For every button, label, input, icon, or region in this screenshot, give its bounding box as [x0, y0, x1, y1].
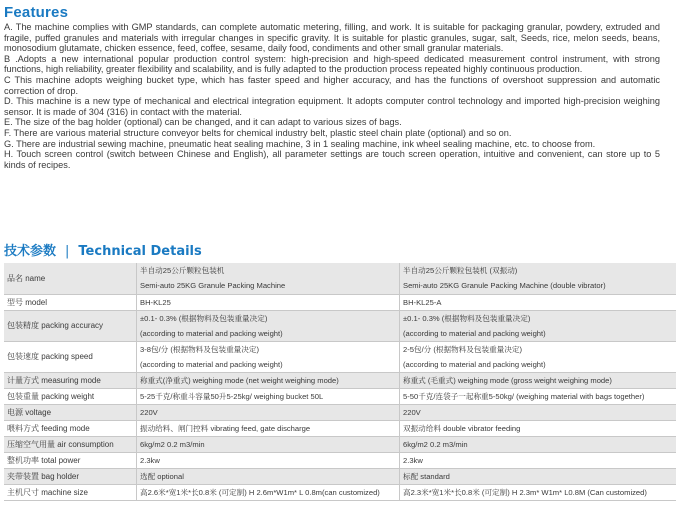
row-label: 压缩空气用量 air consumption [4, 436, 137, 452]
model-2-cell: 标配 standard [400, 468, 677, 484]
model-2-cell: 5-50千克/连袋子一起称重5-50kg/ (weighing material with bags together) [400, 388, 677, 404]
model-1-cell: 220V [137, 404, 400, 420]
technical-title-en: Technical Details [78, 244, 202, 259]
spec-table [4, 263, 676, 501]
feature-item: A. The machine complies with GMP standards, can complete automatic metering, filling, and work. It is suitable for packaging granular, powdery, extruded and fragile, puffed granules and materials with irregular changes in specific gravity. It is suitable for plastic granules, sugar, salt, Seeds, rice, melon seeds, beans, monosodium glutamate, chicken essence, feed, coffee, sesame, daily food, condiments and other small granular materials. [4, 22, 660, 54]
technical-details-heading [4, 240, 202, 259]
row-label: 包装速度 packing speed [4, 341, 137, 372]
model-1-cell: 3-8包/分 (根据物料及包装重量决定) (according to material and packing weight) [137, 341, 400, 372]
table-row [4, 310, 676, 341]
row-label: 计量方式 measuring mode [4, 372, 137, 388]
feature-item: E. The size of the bag holder (optional) can be changed, and it can adapt to various sizes of bags. [4, 117, 402, 128]
feature-item: F. There are various material structure conveyor belts for chemical industry belt, plastic steel chain plate (optional) and so on. [4, 127, 512, 138]
table-row [4, 420, 676, 436]
table-row [4, 452, 676, 468]
features-list [4, 22, 660, 170]
title-separator: | [65, 244, 70, 259]
model-1-cell: 半自动25公斤颗粒包装机 Semi-auto 25KG Granule Packing Machine [137, 263, 400, 294]
model-1-cell: ±0.1- 0.3% (根据物料及包装重量决定) (according to material and packing weight) [137, 310, 400, 341]
model-1-cell: BH-KL25 [137, 294, 400, 310]
table-row [4, 372, 676, 388]
model-1-cell: 6kg/m2 0.2 m3/min [137, 436, 400, 452]
model-2-cell: 220V [400, 404, 677, 420]
model-2-cell: 称重式 (毛重式) weighing mode (gross weight weighing mode) [400, 372, 677, 388]
model-1-cell: 称重式(净重式) weighing mode (net weight weighing mode) [137, 372, 400, 388]
row-label: 型号 model [4, 294, 137, 310]
model-1-cell: 振动给料、闸门控料 vibrating feed, gate discharge [137, 420, 400, 436]
model-2-cell: BH-KL25-A [400, 294, 677, 310]
table-row [4, 484, 676, 500]
model-1-cell: 2.3kw [137, 452, 400, 468]
row-label: 电源 voltage [4, 404, 137, 420]
model-2-cell: 半自动25公斤颗粒包装机 (双振动) Semi-auto 25KG Granule Packing Machine (double vibrator) [400, 263, 677, 294]
technical-title-cn: 技术参数 [4, 244, 57, 259]
table-row [4, 341, 676, 372]
row-label: 主机尺寸 machine size [4, 484, 137, 500]
table-row [4, 468, 676, 484]
table-row [4, 294, 676, 310]
model-1-cell: 5-25千克/称重斗容量50升5-25kg/ weighing bucket 50L [137, 388, 400, 404]
model-2-cell: 6kg/m2 0.2 m3/min [400, 436, 677, 452]
model-2-cell: ±0.1- 0.3% (根据物料及包装重量决定) (according to material and packing weight) [400, 310, 677, 341]
feature-item: B .Adopts a new international popular production control system: high-precision and high-speed dedicated measurement control instrument, with strong functions, high reliability, greater flexibility and scalability, and is fully adapted to the production process repeated highly continuous production. [4, 53, 660, 75]
feature-item: H. Touch screen control (switch between Chinese and English), all parameter settings are touch screen operation, intuitive and convenient, can store up to 5 kinds of recipes. [4, 149, 660, 170]
row-label: 包装精度 packing accuracy [4, 310, 137, 341]
row-label: 整机功率 total power [4, 452, 137, 468]
row-label: 品名 name [4, 263, 137, 294]
table-row [4, 436, 676, 452]
model-2-cell: 高2.3米*宽1米*长0.8米 (可定制) H 2.3m* W1m* L0.8M (Can customized) [400, 484, 677, 500]
model-2-cell: 2-5包/分 (根据物料及包装重量决定) (according to material and packing weight) [400, 341, 677, 372]
table-row [4, 388, 676, 404]
row-label: 喂料方式 feeding mode [4, 420, 137, 436]
feature-item: G. There are industrial sewing machine, pneumatic heat sealing machine, 3 in 1 sealing machine, ink wheel sealing machine, etc. to choose from. [4, 138, 596, 149]
table-row [4, 263, 676, 294]
feature-item: D. This machine is a new type of mechanical and electrical integration equipment. It adopts computer control technology and imported high-precision weighing sensor. It is made of 304 (316) in contact with the material. [4, 96, 660, 117]
row-label: 包装重量 packing weight [4, 388, 137, 404]
row-label: 夹带装置 bag holder [4, 468, 137, 484]
model-1-cell: 高2.6米*宽1米*长0.8米 (可定制) H 2.6m*W1m* L 0.8m(can customized) [137, 484, 400, 500]
model-1-cell: 选配 optional [137, 468, 400, 484]
model-2-cell: 2.3kw [400, 452, 677, 468]
model-2-cell: 双振动给料 double vibrator feeding [400, 420, 677, 436]
table-row [4, 404, 676, 420]
features-heading: Features [4, 4, 69, 21]
feature-item: C This machine adopts weighing bucket type, which has faster speed and higher accuracy, and has the functions of overshoot suppression and automatic correction of drop. [4, 74, 660, 96]
